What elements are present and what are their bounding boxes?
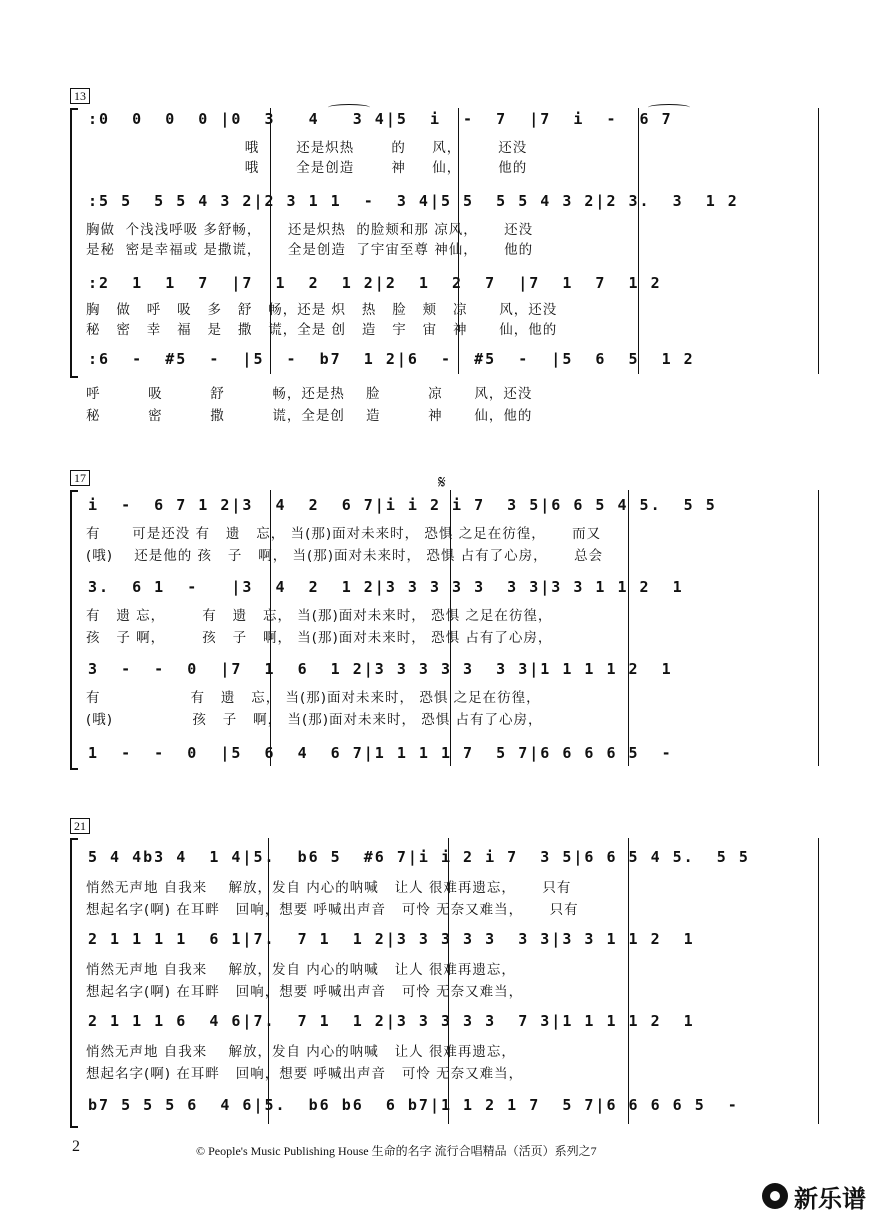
part-4-notes: :6 - #5 - |5 - b7 1 2|6 - #5 - |5 6 5 1 2 [88,350,695,368]
part-2-notes: :5 5 5 5 4 3 2|2 3 1 1 - 3 4|5 5 5 5 4 3 2|2 3. 3 1 2 [88,192,739,210]
part-3-notes: 2 1 1 1 6 4 6|7. 7 1 1 2|3 3 3 3 3 7 3|1 1 1 1 2 1 [88,1012,695,1030]
part-1-lyric-2: 想起名字(啊) 在耳畔 回响，想要 呼喊出声音 可怜 无奈又难当， 只有 [86,902,579,918]
part-1-notes: :0 0 0 0 |0 3 4 3 4|5 i - 7 |7 i - 6 7 [88,110,673,128]
copyright-line: © People's Music Publishing House 生命的名字 流行合唱精品（活页）系列之7 [196,1144,597,1158]
part-2-notes: 3. 6 1 - |3 4 2 1 2|3 3 3 3 3 3 3|3 3 1 1 2 1 [88,578,684,596]
part-3-notes: :2 1 1 7 |7 1 2 1 2|2 1 2 7 |7 1 7 1 2 [88,274,662,292]
measure-number: 17 [70,470,90,486]
system-1 [72,88,820,388]
part-4-lyric-1: 呼 吸 舒 畅，还是热 脸 凉 风，还没 [86,386,533,402]
part-1-lyric-1: 悄然无声地 自我来 解放，发自 内心的呐喊 让人 很难再遗忘， 只有 [86,880,572,896]
segno-sign: 𝄋 [438,472,446,493]
part-1-notes: i - 6 7 1 2|3 4 2 6 7|i i 2 i 7 3 5|6 6 5 4 5. 5 5 [88,496,717,514]
system-bracket [70,490,78,770]
part-4-notes: b7 5 5 5 6 4 6|5. b6 b6 6 b7|1 1 2 1 7 5 7|6 6 6 6 5 - [88,1096,739,1114]
part-2-lyric-1: 悄然无声地 自我来 解放，发自 内心的呐喊 让人 很难再遗忘， [86,962,516,978]
system-2 [72,470,820,770]
measure-number: 21 [70,818,90,834]
barline [818,838,819,1124]
part-2-lyric-2: 想起名字(啊) 在耳畔 回响，想要 呼喊出声音 可怜 无奈又难当， [86,984,524,1000]
part-2-lyric-1: 胸做 个浅浅呼吸 多舒畅， 还是炽热 的脸颊和那 凉风， 还没 [86,222,534,238]
barline [818,490,819,766]
part-1-lyric-2: 哦 全是创造 神 仙， 他的 [86,160,528,176]
part-4-lyric-2: 秘 密 撒 谎，全是创 造 神 仙，他的 [86,408,533,424]
system-bracket [70,108,78,378]
part-2-lyric-2: 孩 子 啊， 孩 子 啊， 当(那)面对未来时， 恐惧 占有了心房， [86,630,553,646]
record-icon [762,1183,788,1209]
part-3-notes: 3 - - 0 |7 1 6 1 2|3 3 3 3 3 3 3|1 1 1 1 2 1 [88,660,673,678]
part-2-lyric-1: 有 遗 忘， 有 遗 忘， 当(那)面对未来时， 恐惧 之足在彷徨， [86,608,553,624]
part-3-lyric-2: 想起名字(啊) 在耳畔 回响，想要 呼喊出声音 可怜 无奈又难当， [86,1066,524,1082]
barline [818,108,819,374]
logo-text: 新乐谱 [794,1184,866,1213]
system-bracket [70,838,78,1128]
site-logo [762,1180,866,1212]
part-2-lyric-2: 是秘 密是幸福或 是撒谎， 全是创造 了宇宙至尊 神仙， 他的 [86,242,534,258]
part-3-lyric-2: (哦) 孩 子 啊， 当(那)面对未来时， 恐惧 占有了心房， [86,712,543,728]
part-2-notes: 2 1 1 1 1 6 1|7. 7 1 1 2|3 3 3 3 3 3 3|3 3 1 1 2 1 [88,930,695,948]
part-3-lyric-1: 悄然无声地 自我来 解放，发自 内心的呐喊 让人 很难再遗忘， [86,1044,516,1060]
part-4-notes: 1 - - 0 |5 6 4 6 7|1 1 1 1 7 5 7|6 6 6 6 5 - [88,744,673,762]
part-1-lyric-2: (哦) 还是他的 孩 子 啊， 当(那)面对未来时， 恐惧 占有了心房， 总会 [86,548,604,564]
part-1-lyric-1: 哦 还是炽热 的 风， 还没 [86,140,528,156]
system-3 [72,818,820,1128]
part-3-lyric-1: 胸 做 呼 吸 多 舒 畅，还是 炽 热 脸 颊 凉 风，还没 [86,302,558,318]
part-1-lyric-1: 有 可是还没 有 遗 忘， 当(那)面对未来时， 恐惧 之足在彷徨， 而又 [86,526,602,542]
part-1-notes: 5 4 4b3 4 1 4|5. b6 5 #6 7|i i 2 i 7 3 5|6 6 5 4 5. 5 5 [88,848,750,866]
part-3-lyric-1: 有 有 遗 忘， 当(那)面对未来时， 恐惧 之足在彷徨， [86,690,541,706]
measure-number: 13 [70,88,90,104]
part-3-lyric-2: 秘 密 幸 福 是 撒 谎，全是 创 造 宇 宙 神 仙，他的 [86,322,558,338]
page-number: 2 [72,1138,80,1155]
